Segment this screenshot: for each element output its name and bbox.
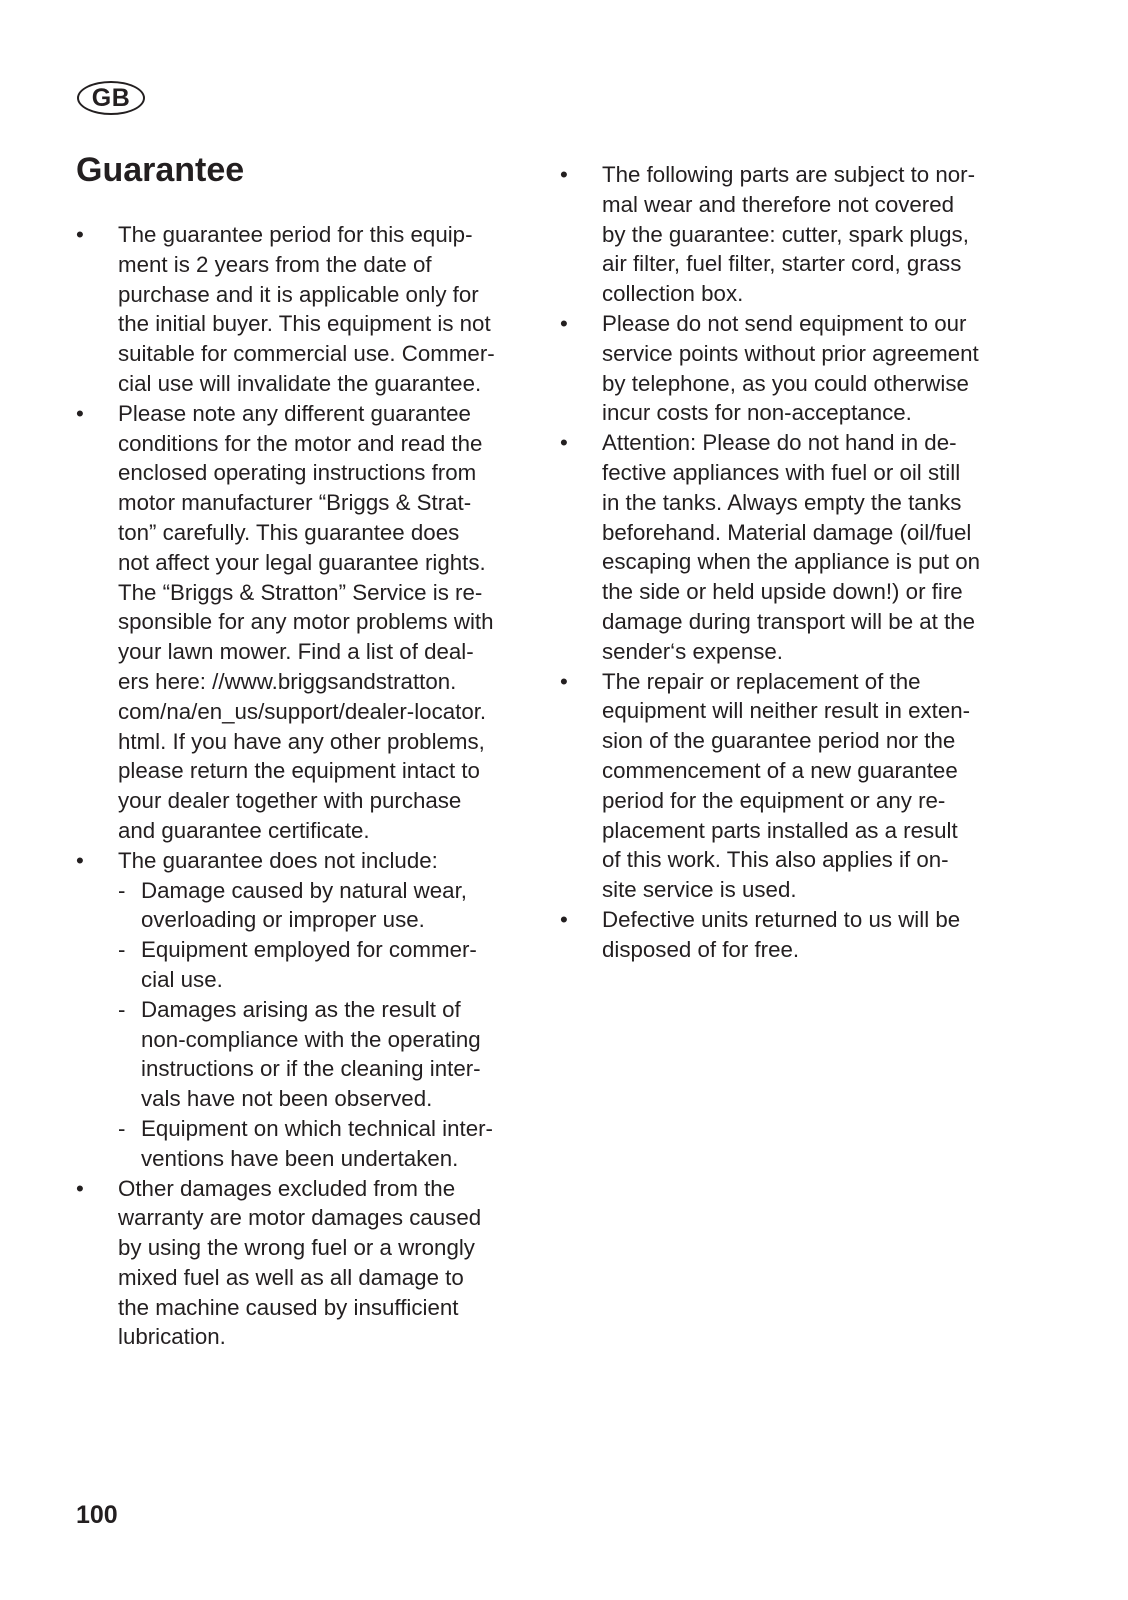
exclusion-sub-item [118, 935, 536, 995]
text-line: placement parts installed as a result [602, 817, 958, 843]
text-line: html. If you have any other problems, [118, 728, 485, 754]
dash-marker: - [118, 877, 126, 903]
text-line: the initial buyer. This equipment is not [118, 311, 491, 337]
text-line: Please do not send equipment to our [602, 310, 967, 336]
text-line: enclosed operating instructions from [118, 460, 477, 486]
text-line: The “Briggs & Stratton” Service is re- [118, 579, 483, 605]
text-line: damage during transport will be at the [602, 608, 976, 634]
text-line: purchase and it is applicable only for [118, 281, 479, 307]
text-line: collection box. [602, 281, 744, 307]
text-line: warranty are motor damages caused [118, 1205, 482, 1231]
text-line: lubrication. [118, 1324, 226, 1350]
bullet-marker: • [76, 400, 84, 426]
text-line: The following parts are subject to nor- [602, 162, 976, 187]
exclusion-sub-item [118, 995, 536, 1114]
guarantee-bullet-item [76, 846, 536, 1174]
text-line: cial use. [141, 966, 223, 992]
text-line: by the guarantee: cutter, spark plugs, [602, 221, 969, 247]
bullet-marker: • [76, 1175, 84, 1201]
language-badge: GB [77, 81, 145, 115]
text-line: Damage caused by natural wear, [141, 877, 467, 903]
guarantee-bullet-item [76, 399, 536, 846]
text-line: and guarantee certificate. [118, 817, 370, 843]
text-line: site service is used. [602, 877, 797, 903]
dash-marker: - [118, 937, 126, 963]
guarantee-bullet-item [76, 1174, 536, 1353]
guarantee-bullet-item [76, 220, 536, 399]
bullet-marker: • [76, 222, 84, 247]
text-line: please return the equipment intact to [118, 758, 480, 784]
text-line: period for the equipment or any re- [602, 787, 946, 813]
text-line: ment is 2 years from the date of [118, 251, 432, 277]
text-line: Equipment employed for commer- [141, 937, 477, 963]
text-line: motor manufacturer “Briggs & Strat- [118, 490, 472, 516]
guarantee-bullet-item [560, 905, 1030, 965]
text-line: not affect your legal guarantee rights. [118, 549, 486, 575]
text-line: instructions or if the cleaning inter- [141, 1056, 481, 1082]
text-line: Please note any different guarantee [118, 400, 471, 426]
text-line: com/na/en_us/support/dealer-locator. [118, 698, 487, 724]
guarantee-bullet-item [560, 160, 1030, 309]
dash-marker: - [118, 996, 126, 1022]
text-line: The repair or replacement of the [602, 668, 921, 694]
text-line: disposed of for free. [602, 936, 800, 962]
text-line: of this work. This also applies if on- [602, 847, 949, 873]
text-line: your lawn mower. Find a list of deal- [118, 639, 474, 665]
bullet-marker: • [560, 430, 568, 456]
text-line: mixed fuel as well as all damage to [118, 1264, 464, 1290]
text-line: incur costs for non-acceptance. [602, 400, 912, 426]
text-line: ventions have been undertaken. [141, 1145, 459, 1171]
text-line: the side or held upside down!) or fire [602, 579, 963, 605]
guarantee-list-left [76, 220, 536, 1352]
text-line: air filter, fuel filter, starter cord, grass [602, 251, 962, 277]
exclusion-sub-item [118, 876, 536, 936]
text-line: Equipment on which technical inter- [141, 1115, 493, 1141]
text-line: The guarantee period for this equip- [118, 222, 473, 247]
text-line: Other damages excluded from the [118, 1175, 456, 1201]
text-line: Damages arising as the result of [141, 996, 461, 1022]
page-title: Guarantee [76, 151, 245, 189]
guarantee-list-right [560, 160, 1030, 965]
text-line: conditions for the motor and read the [118, 430, 483, 456]
guarantee-bullet-item [560, 428, 1030, 666]
text-line: the machine caused by insufficient [118, 1294, 459, 1320]
guarantee-bullet-item [560, 667, 1030, 905]
bullet-marker: • [560, 162, 568, 187]
text-line: fective appliances with fuel or oil still [602, 459, 961, 485]
text-line: sender‘s expense. [602, 638, 783, 664]
text-line: Defective units returned to us will be [602, 906, 961, 932]
text-line: Attention: Please do not hand in de- [602, 430, 957, 456]
text-line: by telephone, as you could otherwise [602, 370, 969, 396]
exclusion-sub-item [118, 1114, 536, 1174]
text-line: overloading or improper use. [141, 907, 425, 933]
page-number: 100 [76, 1501, 118, 1529]
bullet-marker: • [76, 847, 84, 873]
text-line: sponsible for any motor problems with [118, 609, 494, 635]
text-line: cial use will invalidate the guarantee. [118, 370, 482, 396]
bullet-marker: • [560, 906, 568, 932]
bullet-marker: • [560, 668, 568, 694]
text-line: equipment will neither result in exten- [602, 698, 971, 724]
exclusion-sub-list [118, 876, 536, 1174]
bullet-marker: • [560, 310, 568, 336]
text-line: vals have not been observed. [141, 1086, 433, 1112]
text-line: ton” carefully. This guarantee does [118, 519, 460, 545]
guarantee-bullet-item [560, 309, 1030, 428]
text-line: in the tanks. Always empty the tanks [602, 489, 962, 515]
dash-marker: - [118, 1115, 126, 1141]
text-line: sion of the guarantee period nor the [602, 728, 956, 754]
text-line: ers here: //www.briggsandstratton. [118, 668, 457, 694]
text-line: non-compliance with the operating [141, 1026, 481, 1052]
text-line: by using the wrong fuel or a wrongly [118, 1235, 475, 1261]
text-line: The guarantee does not include: [118, 847, 438, 873]
text-line: your dealer together with purchase [118, 788, 462, 814]
text-line: beforehand. Material damage (oil/fuel [602, 519, 972, 545]
text-line: suitable for commercial use. Commer- [118, 341, 495, 367]
text-line: mal wear and therefore not covered [602, 191, 954, 217]
text-line: escaping when the appliance is put on [602, 549, 981, 575]
text-line: service points without prior agreement [602, 340, 979, 366]
text-line: commencement of a new guarantee [602, 757, 958, 783]
